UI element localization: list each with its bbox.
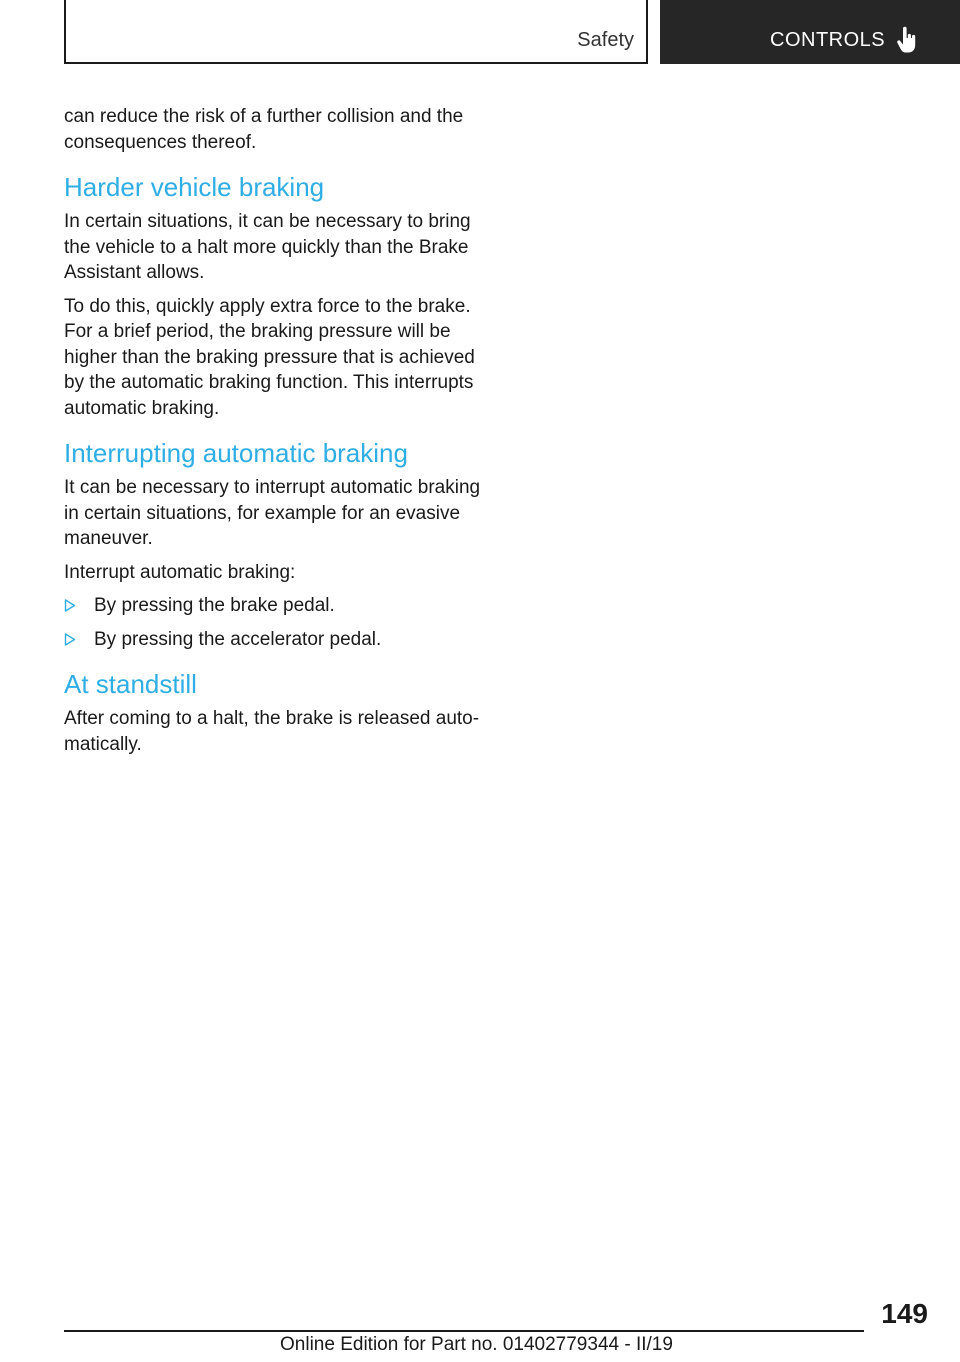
paragraph: To do this, quickly apply extra force to the brake. For a brief period, the braking pressure will be higher than the braking pressure that is achieved by the automatic braking function. This interrupts automatic braking.: [64, 295, 475, 419]
header-chapter-title: CONTROLS: [770, 29, 886, 51]
hand-pointer-icon: [896, 26, 918, 54]
bullet-list: [64, 593, 484, 652]
paragraph: Interrupt automatic braking:: [64, 561, 296, 583]
paragraph: It can be necessary to interrupt automatic braking in certain situations, for example for an evasive maneuver.: [64, 477, 481, 549]
footer-edition-text: Online Edition for Part no. 01402779344 - II/19: [280, 1334, 673, 1355]
heading-at-standstill: At standstill: [64, 669, 197, 699]
list-item-text: By pressing the brake pedal.: [94, 595, 335, 616]
header-section-title: Safety: [577, 29, 634, 51]
list-item: [64, 627, 484, 653]
page-content: [64, 104, 484, 765]
heading-harder-vehicle-braking: Harder vehicle braking: [64, 172, 325, 202]
intro-paragraph: can reduce the risk of a further collision and the consequences thereof.: [64, 106, 464, 153]
header-section-box: [64, 0, 648, 64]
triangle-bullet-icon: [64, 599, 76, 612]
footer-divider: [64, 1330, 864, 1332]
header-chapter-box: [660, 0, 960, 64]
list-item-text: By pressing the accelerator pedal.: [94, 628, 382, 650]
list-item: [64, 593, 484, 619]
page-number: 149: [881, 1298, 928, 1329]
paragraph: In certain situations, it can be necessary to bring the vehicle to a halt more quickly than the Brake Assistant allows.: [64, 211, 471, 283]
heading-interrupting-automatic-braking: Interrupting automatic braking: [64, 438, 408, 468]
paragraph: After coming to a halt, the brake is released automatically.: [64, 708, 480, 755]
triangle-bullet-icon: [64, 633, 76, 646]
